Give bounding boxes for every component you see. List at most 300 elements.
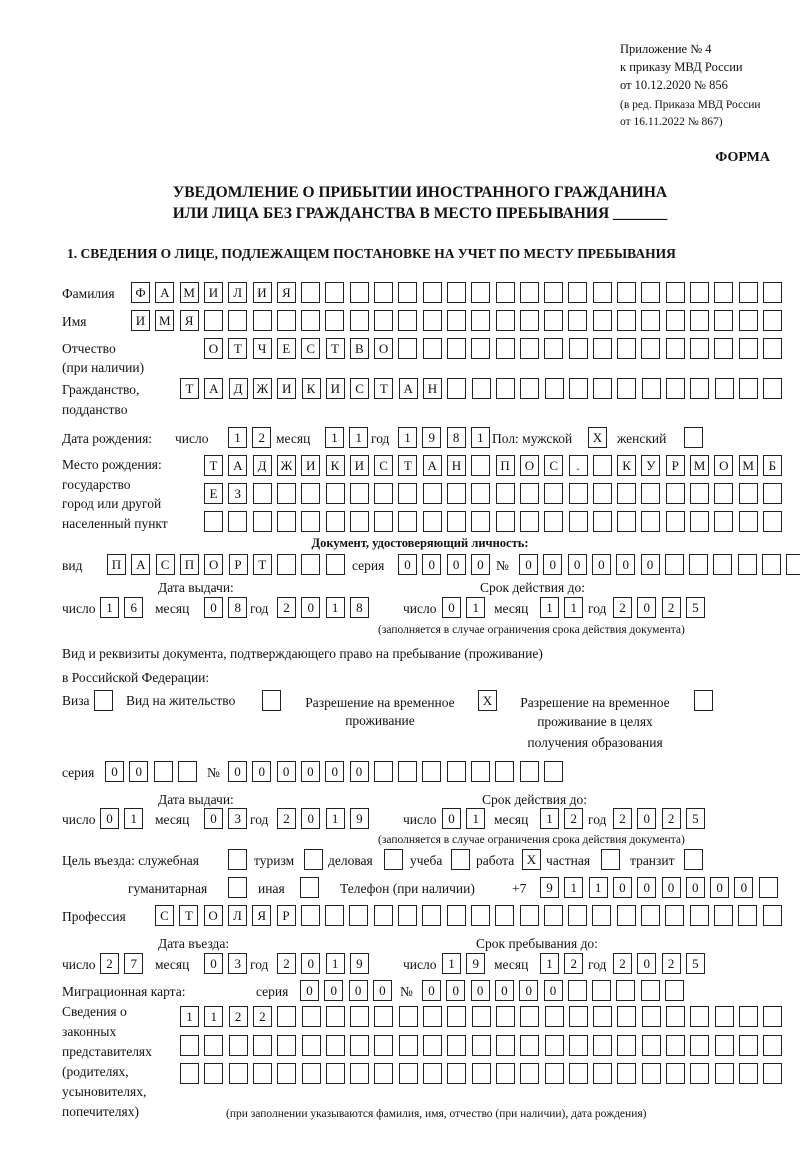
char-box[interactable]	[568, 282, 587, 303]
char-box[interactable]: 0	[204, 808, 223, 829]
char-box[interactable]: 7	[124, 953, 143, 974]
char-box[interactable]	[763, 1006, 782, 1027]
char-box[interactable]: Т	[326, 338, 345, 359]
char-box[interactable]	[544, 905, 563, 926]
char-box[interactable]	[399, 1035, 418, 1056]
char-box[interactable]: О	[374, 338, 393, 359]
char-box[interactable]	[423, 511, 442, 532]
char-box[interactable]	[472, 378, 491, 399]
char-box[interactable]	[715, 1006, 734, 1027]
char-box[interactable]: 0	[277, 761, 296, 782]
char-box[interactable]	[325, 310, 344, 331]
char-box[interactable]	[617, 378, 636, 399]
char-box[interactable]	[471, 761, 490, 782]
char-box[interactable]	[496, 310, 515, 331]
char-box[interactable]: Я	[252, 905, 271, 926]
char-box[interactable]	[228, 849, 247, 870]
char-box[interactable]	[738, 905, 757, 926]
char-box[interactable]: 1	[589, 877, 608, 898]
char-box[interactable]	[398, 761, 417, 782]
char-box[interactable]	[593, 378, 612, 399]
char-box[interactable]: 9	[540, 877, 559, 898]
char-box[interactable]	[763, 905, 782, 926]
char-box[interactable]	[277, 310, 296, 331]
char-box[interactable]	[399, 1063, 418, 1084]
char-box[interactable]	[374, 282, 393, 303]
char-box[interactable]: 0	[252, 761, 271, 782]
char-box[interactable]	[568, 980, 587, 1001]
char-box[interactable]	[593, 282, 612, 303]
char-box[interactable]	[471, 310, 490, 331]
char-box[interactable]	[544, 511, 563, 532]
char-box[interactable]: 1	[349, 427, 368, 448]
char-box[interactable]: 1	[180, 1006, 199, 1027]
char-box[interactable]	[495, 761, 514, 782]
char-box[interactable]: 5	[686, 597, 705, 618]
char-box[interactable]: М	[180, 282, 199, 303]
char-box[interactable]: 0	[592, 554, 611, 575]
char-box[interactable]: Л	[228, 905, 247, 926]
char-box[interactable]	[398, 511, 417, 532]
char-box[interactable]: 0	[616, 554, 635, 575]
char-box[interactable]	[593, 511, 612, 532]
char-box[interactable]	[739, 378, 758, 399]
char-box[interactable]	[472, 1063, 491, 1084]
char-box[interactable]: 1	[326, 808, 345, 829]
char-box[interactable]: 2	[662, 808, 681, 829]
char-box[interactable]	[690, 1035, 709, 1056]
char-box[interactable]	[544, 761, 563, 782]
char-box[interactable]	[641, 980, 660, 1001]
char-box[interactable]	[447, 282, 466, 303]
char-box[interactable]: 0	[422, 554, 441, 575]
char-box[interactable]: 0	[519, 980, 538, 1001]
char-box[interactable]	[229, 1035, 248, 1056]
char-box[interactable]: 1	[228, 427, 247, 448]
char-box[interactable]: 0	[373, 980, 392, 1001]
char-box[interactable]: Р	[666, 455, 685, 476]
char-box[interactable]	[569, 1006, 588, 1027]
char-box[interactable]	[739, 1006, 758, 1027]
char-box[interactable]	[592, 980, 611, 1001]
char-box[interactable]: С	[155, 905, 174, 926]
char-box[interactable]: X	[588, 427, 607, 448]
char-box[interactable]	[786, 554, 800, 575]
char-box[interactable]	[714, 483, 733, 504]
char-box[interactable]	[228, 511, 247, 532]
char-box[interactable]	[763, 282, 782, 303]
char-box[interactable]	[451, 849, 470, 870]
char-box[interactable]	[520, 483, 539, 504]
char-box[interactable]	[520, 761, 539, 782]
char-box[interactable]	[326, 511, 345, 532]
char-box[interactable]: 5	[686, 808, 705, 829]
char-box[interactable]: Т	[228, 338, 247, 359]
char-box[interactable]: 2	[564, 953, 583, 974]
char-box[interactable]	[738, 554, 757, 575]
char-box[interactable]: А	[155, 282, 174, 303]
char-box[interactable]	[715, 1063, 734, 1084]
char-box[interactable]	[617, 1035, 636, 1056]
char-box[interactable]	[545, 1006, 564, 1027]
char-box[interactable]	[763, 310, 782, 331]
char-box[interactable]: М	[155, 310, 174, 331]
char-box[interactable]	[447, 483, 466, 504]
char-box[interactable]: 0	[350, 761, 369, 782]
char-box[interactable]	[714, 905, 733, 926]
char-box[interactable]: Н	[423, 378, 442, 399]
char-box[interactable]	[447, 310, 466, 331]
char-box[interactable]	[326, 1006, 345, 1027]
char-box[interactable]: 1	[540, 953, 559, 974]
char-box[interactable]	[253, 310, 272, 331]
char-box[interactable]: 6	[124, 597, 143, 618]
char-box[interactable]: 0	[544, 980, 563, 1001]
char-box[interactable]: Т	[374, 378, 393, 399]
char-box[interactable]: Т	[398, 455, 417, 476]
char-box[interactable]: О	[204, 338, 223, 359]
char-box[interactable]: А	[399, 378, 418, 399]
char-box[interactable]: 1	[564, 877, 583, 898]
char-box[interactable]	[520, 310, 539, 331]
char-box[interactable]	[520, 378, 539, 399]
char-box[interactable]	[641, 905, 660, 926]
char-box[interactable]: 0	[637, 877, 656, 898]
char-box[interactable]	[325, 905, 344, 926]
char-box[interactable]: Д	[229, 378, 248, 399]
char-box[interactable]	[304, 849, 323, 870]
char-box[interactable]	[447, 761, 466, 782]
char-box[interactable]	[94, 690, 113, 711]
char-box[interactable]	[666, 338, 685, 359]
char-box[interactable]	[374, 310, 393, 331]
char-box[interactable]	[694, 690, 713, 711]
char-box[interactable]: 1	[326, 597, 345, 618]
char-box[interactable]	[302, 1063, 321, 1084]
char-box[interactable]	[447, 1006, 466, 1027]
char-box[interactable]	[593, 310, 612, 331]
char-box[interactable]	[496, 483, 515, 504]
char-box[interactable]	[471, 282, 490, 303]
char-box[interactable]	[690, 511, 709, 532]
char-box[interactable]: Т	[204, 455, 223, 476]
char-box[interactable]: Е	[277, 338, 296, 359]
char-box[interactable]	[496, 378, 515, 399]
char-box[interactable]	[350, 1035, 369, 1056]
char-box[interactable]: 8	[350, 597, 369, 618]
char-box[interactable]: Л	[228, 282, 247, 303]
char-box[interactable]	[601, 849, 620, 870]
char-box[interactable]: 2	[613, 953, 632, 974]
char-box[interactable]: Р	[229, 554, 248, 575]
char-box[interactable]	[398, 310, 417, 331]
char-box[interactable]	[301, 511, 320, 532]
char-box[interactable]: 1	[398, 427, 417, 448]
char-box[interactable]: 1	[466, 808, 485, 829]
char-box[interactable]	[739, 511, 758, 532]
char-box[interactable]	[277, 483, 296, 504]
char-box[interactable]: 0	[637, 953, 656, 974]
char-box[interactable]: 0	[686, 877, 705, 898]
char-box[interactable]	[666, 1035, 685, 1056]
char-box[interactable]	[617, 511, 636, 532]
char-box[interactable]	[641, 310, 660, 331]
char-box[interactable]: 1	[204, 1006, 223, 1027]
char-box[interactable]	[350, 511, 369, 532]
char-box[interactable]	[253, 1063, 272, 1084]
char-box[interactable]	[617, 483, 636, 504]
char-box[interactable]: И	[204, 282, 223, 303]
char-box[interactable]	[496, 1006, 515, 1027]
char-box[interactable]: П	[496, 455, 515, 476]
char-box[interactable]	[495, 905, 514, 926]
char-box[interactable]	[739, 1035, 758, 1056]
char-box[interactable]	[739, 338, 758, 359]
char-box[interactable]	[593, 1006, 612, 1027]
char-box[interactable]	[447, 1035, 466, 1056]
char-box[interactable]	[520, 1063, 539, 1084]
char-box[interactable]: К	[617, 455, 636, 476]
char-box[interactable]	[739, 483, 758, 504]
char-box[interactable]	[350, 1063, 369, 1084]
char-box[interactable]	[690, 378, 709, 399]
char-box[interactable]: 2	[277, 597, 296, 618]
char-box[interactable]	[399, 1006, 418, 1027]
char-box[interactable]	[374, 905, 393, 926]
char-box[interactable]	[666, 378, 685, 399]
char-box[interactable]: 0	[495, 980, 514, 1001]
char-box[interactable]	[204, 1063, 223, 1084]
char-box[interactable]: Я	[277, 282, 296, 303]
char-box[interactable]: 0	[301, 808, 320, 829]
char-box[interactable]	[684, 427, 703, 448]
char-box[interactable]	[665, 905, 684, 926]
char-box[interactable]	[471, 483, 490, 504]
char-box[interactable]	[690, 483, 709, 504]
char-box[interactable]: 2	[253, 1006, 272, 1027]
char-box[interactable]	[713, 554, 732, 575]
char-box[interactable]	[398, 483, 417, 504]
char-box[interactable]: 9	[350, 808, 369, 829]
char-box[interactable]	[349, 905, 368, 926]
char-box[interactable]	[617, 310, 636, 331]
char-box[interactable]	[593, 483, 612, 504]
char-box[interactable]: О	[520, 455, 539, 476]
char-box[interactable]	[569, 511, 588, 532]
char-box[interactable]: С	[544, 455, 563, 476]
char-box[interactable]	[617, 1006, 636, 1027]
char-box[interactable]	[593, 338, 612, 359]
char-box[interactable]: О	[714, 455, 733, 476]
char-box[interactable]: С	[301, 338, 320, 359]
char-box[interactable]: 0	[204, 597, 223, 618]
char-box[interactable]	[253, 1035, 272, 1056]
char-box[interactable]	[326, 554, 345, 575]
char-box[interactable]: В	[350, 338, 369, 359]
char-box[interactable]: 3	[228, 953, 247, 974]
char-box[interactable]	[739, 282, 758, 303]
char-box[interactable]: 0	[519, 554, 538, 575]
char-box[interactable]	[204, 310, 223, 331]
char-box[interactable]: М	[739, 455, 758, 476]
char-box[interactable]	[350, 282, 369, 303]
char-box[interactable]	[666, 511, 685, 532]
char-box[interactable]	[690, 905, 709, 926]
char-box[interactable]: 2	[229, 1006, 248, 1027]
char-box[interactable]	[302, 1006, 321, 1027]
char-box[interactable]	[569, 1063, 588, 1084]
char-box[interactable]: С	[374, 455, 393, 476]
char-box[interactable]	[568, 310, 587, 331]
char-box[interactable]: П	[180, 554, 199, 575]
char-box[interactable]	[690, 1006, 709, 1027]
char-box[interactable]	[689, 554, 708, 575]
char-box[interactable]	[617, 338, 636, 359]
char-box[interactable]	[544, 310, 563, 331]
char-box[interactable]	[666, 1006, 685, 1027]
char-box[interactable]: 9	[350, 953, 369, 974]
char-box[interactable]	[763, 338, 782, 359]
char-box[interactable]	[228, 877, 247, 898]
char-box[interactable]: И	[326, 378, 345, 399]
char-box[interactable]	[301, 483, 320, 504]
char-box[interactable]: .	[569, 455, 588, 476]
char-box[interactable]: 0	[662, 877, 681, 898]
char-box[interactable]: Ж	[253, 378, 272, 399]
char-box[interactable]	[178, 761, 197, 782]
char-box[interactable]	[593, 1035, 612, 1056]
char-box[interactable]: 8	[447, 427, 466, 448]
char-box[interactable]	[262, 690, 281, 711]
char-box[interactable]	[520, 1006, 539, 1027]
char-box[interactable]	[384, 849, 403, 870]
char-box[interactable]	[520, 1035, 539, 1056]
char-box[interactable]: 2	[613, 808, 632, 829]
char-box[interactable]	[277, 1006, 296, 1027]
char-box[interactable]	[447, 511, 466, 532]
char-box[interactable]	[423, 483, 442, 504]
char-box[interactable]: Р	[277, 905, 296, 926]
char-box[interactable]: М	[690, 455, 709, 476]
char-box[interactable]: 0	[442, 597, 461, 618]
char-box[interactable]	[423, 310, 442, 331]
char-box[interactable]	[520, 282, 539, 303]
char-box[interactable]	[593, 1063, 612, 1084]
char-box[interactable]: Т	[180, 378, 199, 399]
char-box[interactable]	[423, 1063, 442, 1084]
char-box[interactable]: 0	[613, 877, 632, 898]
char-box[interactable]: И	[277, 378, 296, 399]
char-box[interactable]	[422, 905, 441, 926]
char-box[interactable]	[350, 1006, 369, 1027]
char-box[interactable]: А	[131, 554, 150, 575]
char-box[interactable]: 0	[422, 980, 441, 1001]
char-box[interactable]	[325, 282, 344, 303]
char-box[interactable]	[763, 1063, 782, 1084]
char-box[interactable]: К	[326, 455, 345, 476]
char-box[interactable]: 1	[466, 597, 485, 618]
char-box[interactable]: И	[350, 455, 369, 476]
char-box[interactable]	[350, 483, 369, 504]
char-box[interactable]: И	[253, 282, 272, 303]
char-box[interactable]: О	[204, 554, 223, 575]
char-box[interactable]: 2	[662, 953, 681, 974]
char-box[interactable]	[447, 905, 466, 926]
char-box[interactable]	[496, 282, 515, 303]
char-box[interactable]	[423, 282, 442, 303]
char-box[interactable]	[229, 1063, 248, 1084]
char-box[interactable]	[665, 554, 684, 575]
char-box[interactable]	[617, 1063, 636, 1084]
char-box[interactable]	[714, 310, 733, 331]
char-box[interactable]	[666, 483, 685, 504]
char-box[interactable]	[423, 338, 442, 359]
char-box[interactable]: 0	[543, 554, 562, 575]
char-box[interactable]	[762, 554, 781, 575]
char-box[interactable]	[641, 511, 660, 532]
char-box[interactable]	[544, 282, 563, 303]
char-box[interactable]	[326, 1063, 345, 1084]
char-box[interactable]: И	[131, 310, 150, 331]
char-box[interactable]: Т	[179, 905, 198, 926]
char-box[interactable]: 2	[252, 427, 271, 448]
char-box[interactable]	[447, 1063, 466, 1084]
char-box[interactable]: 9	[466, 953, 485, 974]
char-box[interactable]: 1	[564, 597, 583, 618]
char-box[interactable]: Т	[253, 554, 272, 575]
char-box[interactable]	[739, 310, 758, 331]
char-box[interactable]	[496, 1035, 515, 1056]
char-box[interactable]: 0	[734, 877, 753, 898]
char-box[interactable]: 2	[100, 953, 119, 974]
char-box[interactable]	[326, 483, 345, 504]
char-box[interactable]	[398, 338, 417, 359]
char-box[interactable]	[520, 511, 539, 532]
char-box[interactable]: 0	[301, 953, 320, 974]
char-box[interactable]	[374, 1035, 393, 1056]
char-box[interactable]: 1	[124, 808, 143, 829]
char-box[interactable]	[302, 1035, 321, 1056]
char-box[interactable]	[690, 338, 709, 359]
char-box[interactable]	[666, 282, 685, 303]
char-box[interactable]	[641, 338, 660, 359]
char-box[interactable]: У	[641, 455, 660, 476]
char-box[interactable]	[617, 282, 636, 303]
char-box[interactable]	[714, 282, 733, 303]
char-box[interactable]: 0	[398, 554, 417, 575]
char-box[interactable]	[641, 483, 660, 504]
char-box[interactable]	[374, 1006, 393, 1027]
char-box[interactable]	[253, 483, 272, 504]
char-box[interactable]: П	[107, 554, 126, 575]
char-box[interactable]	[763, 483, 782, 504]
char-box[interactable]	[398, 905, 417, 926]
char-box[interactable]: Ж	[277, 455, 296, 476]
char-box[interactable]	[569, 338, 588, 359]
char-box[interactable]	[690, 310, 709, 331]
char-box[interactable]: 2	[662, 597, 681, 618]
char-box[interactable]: 1	[540, 597, 559, 618]
char-box[interactable]	[666, 1063, 685, 1084]
char-box[interactable]	[544, 483, 563, 504]
char-box[interactable]	[447, 338, 466, 359]
char-box[interactable]: 0	[641, 554, 660, 575]
char-box[interactable]	[471, 905, 490, 926]
char-box[interactable]	[471, 338, 490, 359]
char-box[interactable]	[714, 338, 733, 359]
char-box[interactable]: 2	[277, 808, 296, 829]
char-box[interactable]	[715, 378, 734, 399]
